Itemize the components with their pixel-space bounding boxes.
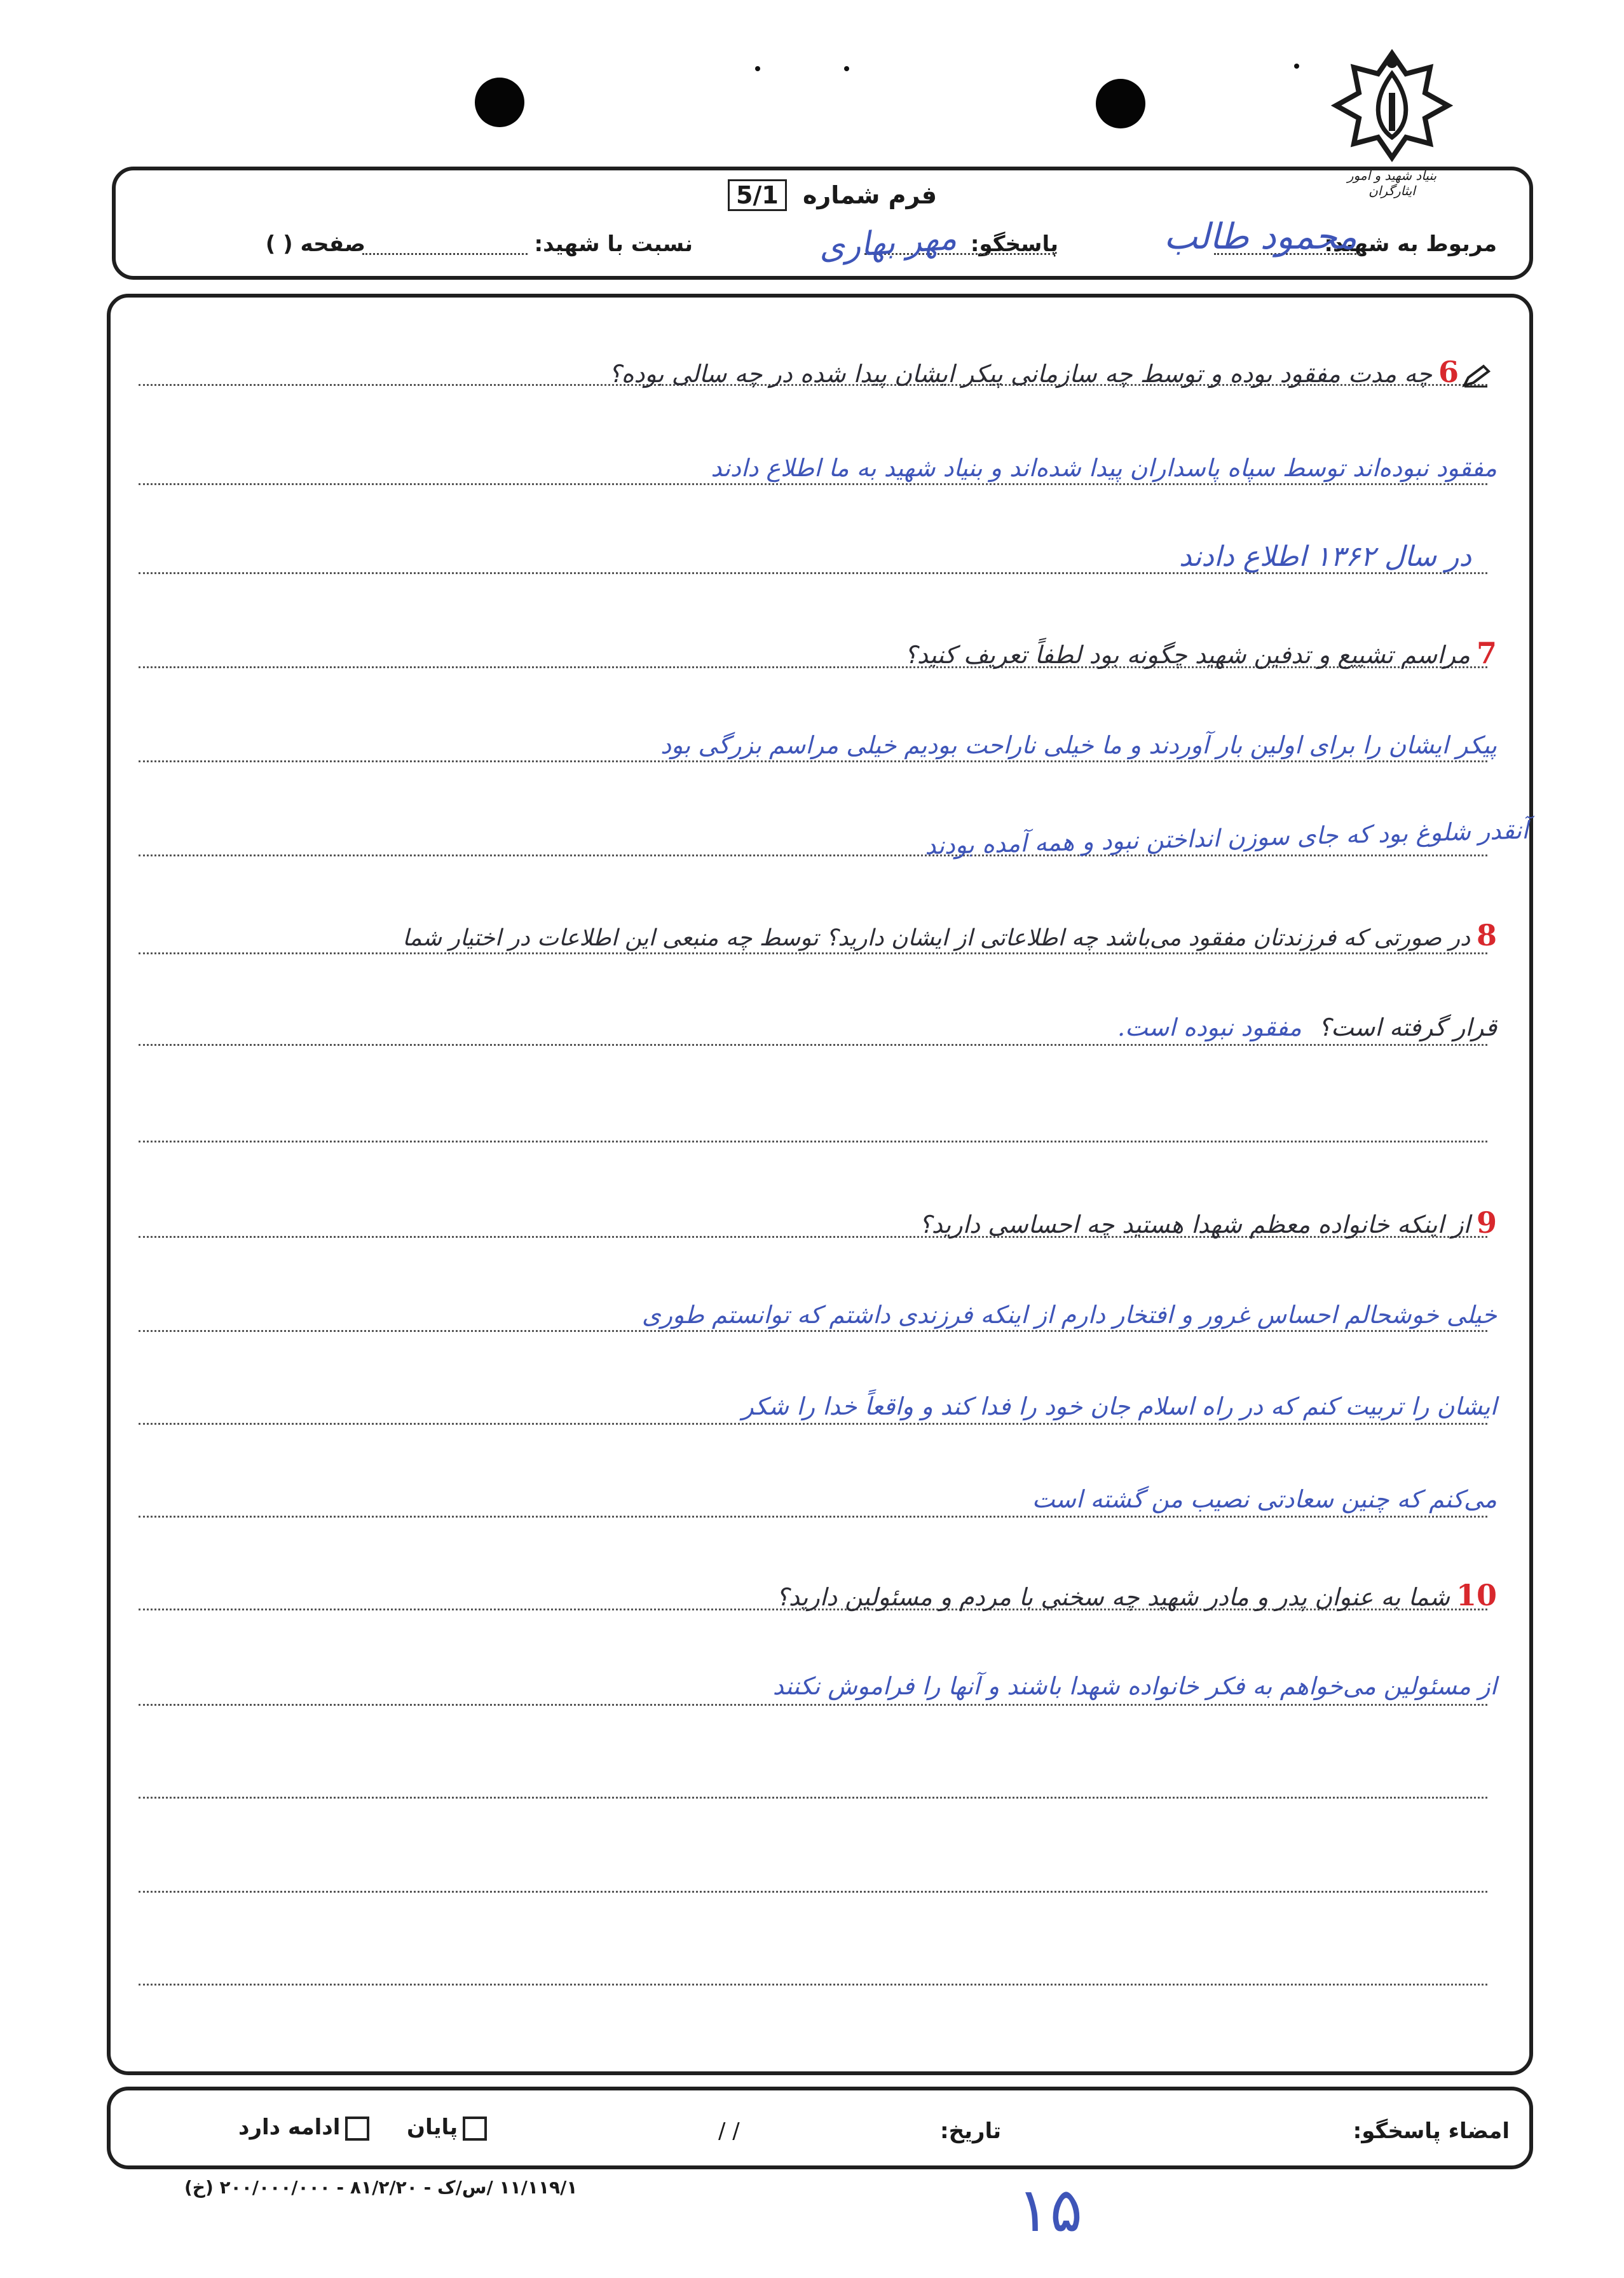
punch-hole-right bbox=[1096, 79, 1145, 128]
continues-label: ادامه دارد bbox=[238, 2115, 341, 2140]
form-label: فرم شماره bbox=[803, 181, 938, 209]
date-value: / / bbox=[718, 2118, 740, 2144]
question-8-cont bbox=[1117, 1013, 1497, 1041]
punch-hole-left bbox=[475, 78, 524, 127]
answer-9-line-1: خیلی خوشحالم احساس غرور و افتخار دارم از اینکه فرزندی داشتم که توانستم طوری bbox=[641, 1301, 1497, 1329]
question-6 bbox=[608, 355, 1459, 389]
answer-9-line-2: ایشان را تربیت کنم که در راه اسلام جان خود را فدا کند و واقعاً خدا را شکر bbox=[742, 1392, 1497, 1420]
ink-speck bbox=[844, 66, 849, 71]
ruled-line bbox=[139, 1704, 1487, 1706]
question-text: مراسم تشییع و تدفین شهید چگونه بود لطفاً تعریف کنید؟ bbox=[904, 641, 1470, 669]
answer-6-line-2: در سال ۱۳۶۲ اطلاع دادند bbox=[1178, 540, 1471, 573]
question-text: شما به عنوان پدر و مادر شهید چه سخنی با مردم و مسئولین دارید؟ bbox=[775, 1583, 1450, 1611]
related-martyr-value: محمود طالب bbox=[1164, 216, 1357, 257]
question-text: چه مدت مفقود بوده و توسط چه سازمانی پیکر ایشان پیدا شده در چه سالی بوده؟ bbox=[608, 360, 1432, 388]
answer-9-line-3: می‌کنم که چنین سعادتی نصیب من گشته است bbox=[1032, 1485, 1497, 1513]
ruled-line bbox=[139, 1423, 1487, 1425]
question-8 bbox=[402, 918, 1497, 952]
question-text: در صورتی که فرزندتان مفقود می‌باشد چه اطلاعاتی از ایشان دارید؟ توسط چه منبعی این اطلاعات در اختیار شما bbox=[402, 925, 1470, 951]
end-checkbox[interactable] bbox=[463, 2117, 487, 2141]
question-number: 8 bbox=[1476, 918, 1497, 952]
answer-7-line-1: پیکر ایشان را برای اولین بار آوردند و ما خیلی ناراحت بودیم خیلی مراسم بزرگی بود bbox=[660, 731, 1497, 759]
ruled-line bbox=[139, 952, 1487, 954]
ruled-line bbox=[139, 1330, 1487, 1332]
form-number-box: 5/1 bbox=[728, 179, 787, 211]
date-label: تاریخ: bbox=[940, 2118, 1001, 2144]
page-label: صفحه ( ) bbox=[265, 231, 365, 257]
ruled-line bbox=[139, 1891, 1487, 1893]
ruled-line bbox=[139, 854, 1487, 856]
answer-10-line-1: از مسئولین می‌خواهم به فکر خانواده شهدا باشند و آنها را فراموش نکنند bbox=[772, 1672, 1497, 1700]
question-number: 9 bbox=[1476, 1205, 1497, 1240]
ink-speck bbox=[1294, 64, 1299, 69]
question-10 bbox=[776, 1578, 1497, 1612]
ruled-line bbox=[139, 760, 1487, 762]
answer-6-line-1: مفقود نبوده‌اند توسط سپاه پاسداران پیدا شده‌اند و بنیاد شهید به ما اطلاع دادند bbox=[711, 454, 1497, 482]
question-number: 10 bbox=[1456, 1578, 1497, 1612]
continues-option[interactable] bbox=[238, 2115, 369, 2141]
end-label: پایان bbox=[407, 2115, 458, 2140]
related-martyr-label: مربوط به شهید: bbox=[1324, 231, 1497, 257]
end-option[interactable] bbox=[407, 2115, 487, 2141]
question-number: 6 bbox=[1438, 355, 1459, 389]
question-number: 7 bbox=[1476, 636, 1497, 670]
continues-checkbox[interactable] bbox=[345, 2117, 369, 2141]
ruled-line bbox=[139, 483, 1487, 485]
form-number-label bbox=[728, 179, 937, 211]
logo-caption: بنیاد شهید و امور ایثارگران bbox=[1347, 168, 1437, 198]
relation-label: نسبت با شهید: bbox=[534, 231, 693, 257]
relation-line bbox=[362, 253, 528, 255]
ruled-line bbox=[139, 1044, 1487, 1046]
question-text-cont: قرار گرفته است؟ bbox=[1318, 1013, 1497, 1041]
martyr-foundation-emblem-icon bbox=[1328, 48, 1456, 163]
signature-label: امضاء پاسخگو: bbox=[1353, 2118, 1510, 2144]
pencil-icon bbox=[1462, 364, 1491, 389]
question-7 bbox=[904, 636, 1497, 670]
ruled-line bbox=[139, 1797, 1487, 1799]
ruled-line bbox=[139, 1516, 1487, 1518]
form-code: ۱۱/۱۱۹/۱ /س/ک - ۸۱/۲/۲۰ - ۲۰۰/۰۰۰/۰۰۰ (خ) bbox=[184, 2177, 578, 2198]
ruled-line bbox=[139, 1141, 1487, 1142]
ruled-line bbox=[139, 1984, 1487, 1986]
question-9 bbox=[919, 1205, 1497, 1240]
ink-speck bbox=[755, 66, 760, 71]
page-number: ۱۵ bbox=[1017, 2174, 1083, 2246]
answer-7-line-2: آنقدر شلوغ بود که جای سوزن انداختن نبود و همه آمده بودند bbox=[924, 816, 1529, 860]
question-text: از اینکه خانواده معظم شهدا هستید چه احساسی دارید؟ bbox=[918, 1211, 1470, 1238]
respondent-value: مهر بهاری bbox=[817, 219, 958, 267]
respondent-label: پاسخگو: bbox=[970, 231, 1058, 257]
answer-8-line-1: مفقود نبوده است. bbox=[1117, 1013, 1302, 1041]
